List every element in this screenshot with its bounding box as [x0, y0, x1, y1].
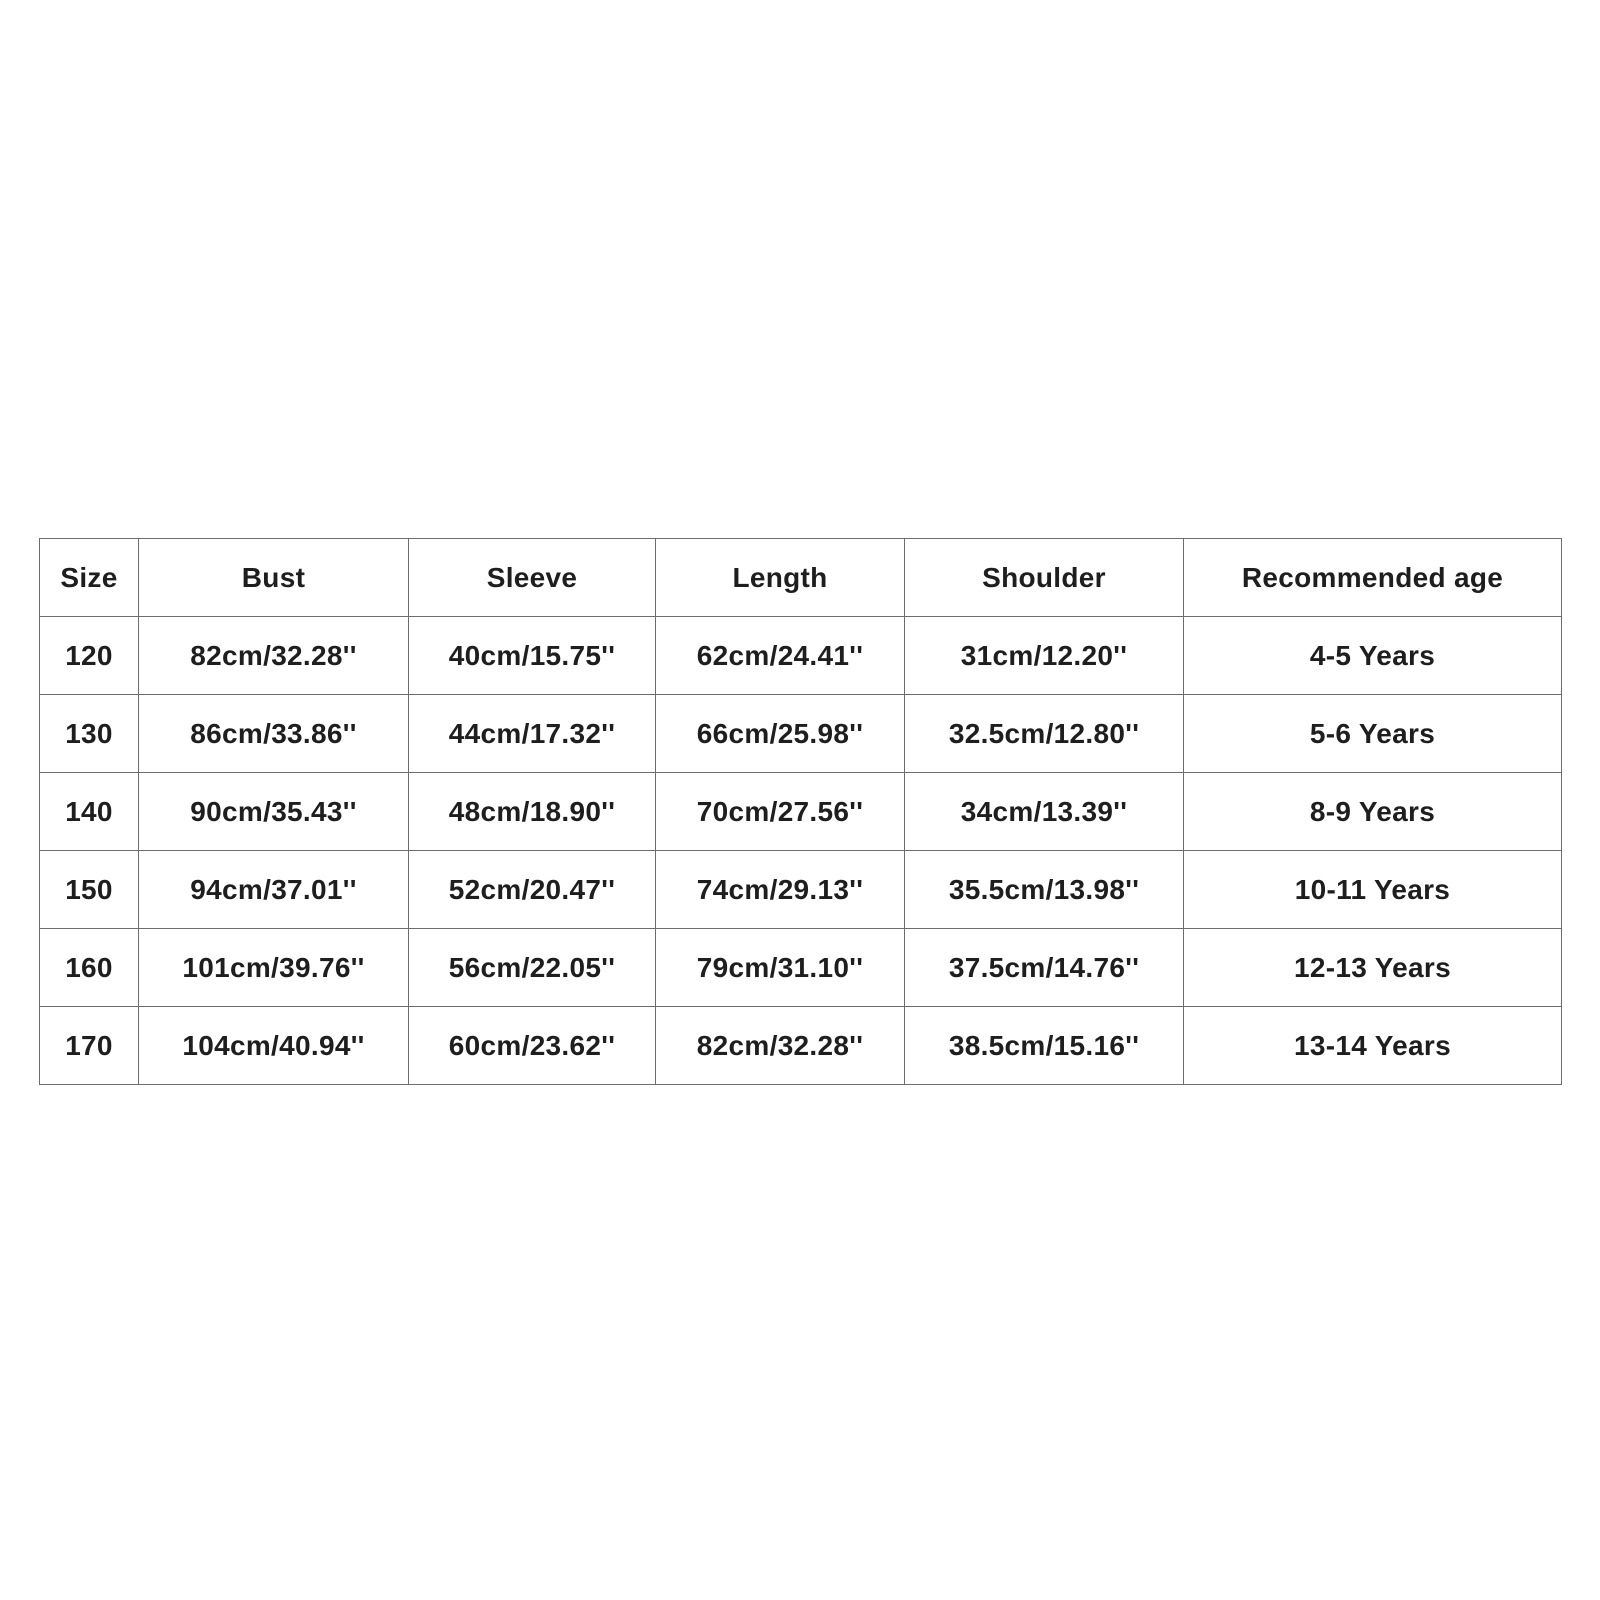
- cell-bust: 90cm/35.43'': [139, 773, 409, 851]
- table-row: [40, 617, 1562, 695]
- cell-recommended-age: 5-6 Years: [1184, 695, 1562, 773]
- size-chart-table: [39, 538, 1562, 1085]
- table-row: [40, 929, 1562, 1007]
- header-shoulder: Shoulder: [905, 539, 1184, 617]
- cell-shoulder: 34cm/13.39'': [905, 773, 1184, 851]
- cell-length: 82cm/32.28'': [656, 1007, 905, 1085]
- cell-length: 62cm/24.41'': [656, 617, 905, 695]
- cell-size: 140: [40, 773, 139, 851]
- table-row: [40, 851, 1562, 929]
- cell-bust: 86cm/33.86'': [139, 695, 409, 773]
- cell-shoulder: 38.5cm/15.16'': [905, 1007, 1184, 1085]
- cell-shoulder: 31cm/12.20'': [905, 617, 1184, 695]
- header-recommended-age: Recommended age: [1184, 539, 1562, 617]
- cell-size: 150: [40, 851, 139, 929]
- cell-shoulder: 35.5cm/13.98'': [905, 851, 1184, 929]
- table-row: [40, 695, 1562, 773]
- cell-sleeve: 48cm/18.90'': [409, 773, 656, 851]
- cell-recommended-age: 13-14 Years: [1184, 1007, 1562, 1085]
- cell-sleeve: 40cm/15.75'': [409, 617, 656, 695]
- header-length: Length: [656, 539, 905, 617]
- cell-recommended-age: 10-11 Years: [1184, 851, 1562, 929]
- cell-sleeve: 56cm/22.05'': [409, 929, 656, 1007]
- header-sleeve: Sleeve: [409, 539, 656, 617]
- cell-size: 120: [40, 617, 139, 695]
- header-size: Size: [40, 539, 139, 617]
- cell-shoulder: 32.5cm/12.80'': [905, 695, 1184, 773]
- cell-bust: 94cm/37.01'': [139, 851, 409, 929]
- cell-sleeve: 52cm/20.47'': [409, 851, 656, 929]
- cell-recommended-age: 4-5 Years: [1184, 617, 1562, 695]
- cell-length: 66cm/25.98'': [656, 695, 905, 773]
- header-bust: Bust: [139, 539, 409, 617]
- cell-length: 70cm/27.56'': [656, 773, 905, 851]
- cell-bust: 104cm/40.94'': [139, 1007, 409, 1085]
- cell-recommended-age: 12-13 Years: [1184, 929, 1562, 1007]
- table-row: [40, 773, 1562, 851]
- cell-bust: 82cm/32.28'': [139, 617, 409, 695]
- cell-recommended-age: 8-9 Years: [1184, 773, 1562, 851]
- cell-size: 170: [40, 1007, 139, 1085]
- table-row: [40, 1007, 1562, 1085]
- cell-shoulder: 37.5cm/14.76'': [905, 929, 1184, 1007]
- cell-bust: 101cm/39.76'': [139, 929, 409, 1007]
- cell-length: 74cm/29.13'': [656, 851, 905, 929]
- cell-length: 79cm/31.10'': [656, 929, 905, 1007]
- cell-size: 130: [40, 695, 139, 773]
- cell-sleeve: 44cm/17.32'': [409, 695, 656, 773]
- cell-sleeve: 60cm/23.62'': [409, 1007, 656, 1085]
- cell-size: 160: [40, 929, 139, 1007]
- header-row: [40, 539, 1562, 617]
